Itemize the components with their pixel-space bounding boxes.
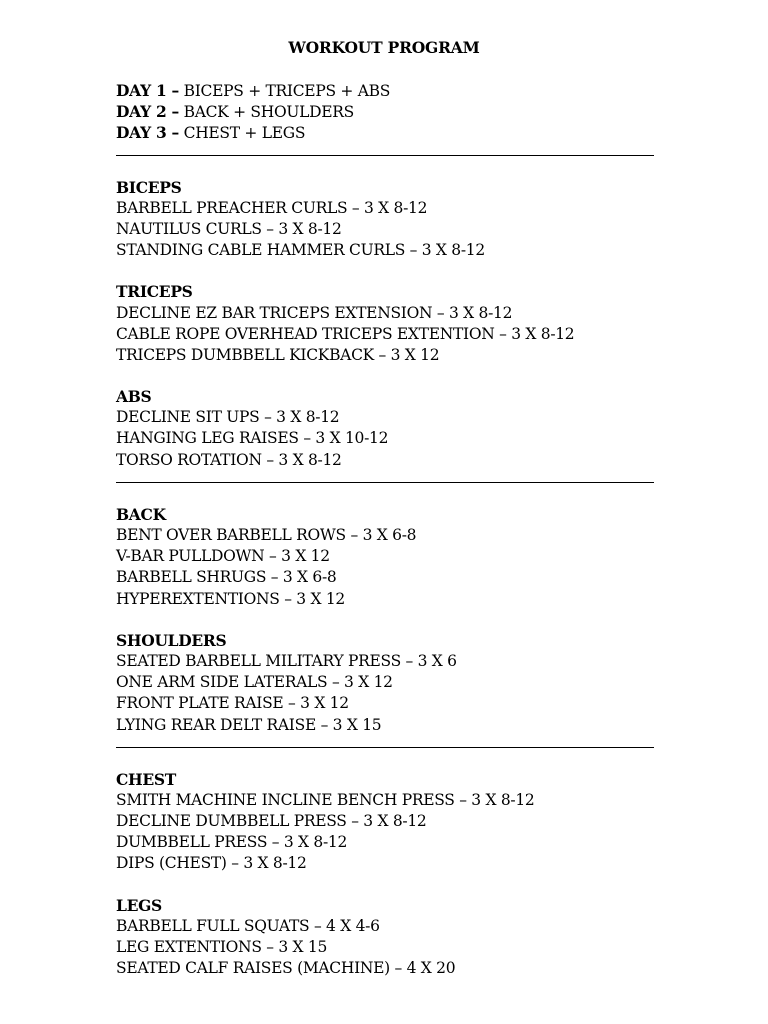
- section-heading: SHOULDERS: [116, 630, 227, 650]
- exercise-item: TORSO ROTATION – 3 X 8-12: [116, 450, 342, 469]
- exercise-item: BENT OVER BARBELL ROWS – 3 X 6-8: [116, 526, 417, 544]
- section-biceps: [116, 177, 676, 262]
- exercise-item: CABLE ROPE OVERHEAD TRICEPS EXTENTION – 3 X 8-12: [116, 324, 575, 343]
- section-heading: ABS: [116, 387, 152, 407]
- day-label: DAY 2 –: [116, 102, 179, 122]
- exercise-item: FRONT PLATE RAISE – 3 X 12: [116, 694, 349, 713]
- exercise-item: DECLINE EZ BAR TRICEPS EXTENSION – 3 X 8-12: [116, 303, 513, 322]
- exercise-item: STANDING CABLE HAMMER CURLS – 3 X 8-12: [116, 241, 485, 260]
- schedule: [116, 80, 676, 144]
- exercise-item: SEATED CALF RAISES (MACHINE) – 4 X 20: [116, 959, 456, 978]
- exercise-item: HANGING LEG RAISES – 3 X 10-12: [116, 429, 389, 448]
- exercise-item: NAUTILUS CURLS – 3 X 8-12: [116, 219, 342, 238]
- schedule-day-3: [116, 122, 676, 143]
- exercise-item: LYING REAR DELT RAISE – 3 X 15: [116, 715, 382, 734]
- day-1-group: [116, 177, 676, 471]
- section-heading: BICEPS: [116, 177, 182, 197]
- page-title: WORKOUT PROGRAM: [288, 38, 480, 57]
- section-shoulders: [116, 630, 676, 736]
- section-heading: TRICEPS: [116, 282, 193, 302]
- day-label: DAY 3 –: [116, 123, 179, 143]
- exercise-item: SEATED BARBELL MILITARY PRESS – 3 X 6: [116, 651, 457, 670]
- section-chest: [116, 769, 676, 875]
- day-focus: BICEPS + TRICEPS + ABS: [183, 82, 391, 100]
- exercise-item: HYPEREXTENTIONS – 3 X 12: [116, 589, 345, 608]
- exercise-item: LEG EXTENTIONS – 3 X 15: [116, 938, 328, 956]
- section-heading: BACK: [116, 504, 166, 524]
- exercise-item: BARBELL PREACHER CURLS – 3 X 8-12: [116, 198, 428, 217]
- exercise-item: BARBELL FULL SQUATS – 4 X 4-6: [116, 916, 380, 935]
- exercise-item: V-BAR PULLDOWN – 3 X 12: [116, 547, 330, 566]
- day-2-group: [116, 504, 676, 736]
- exercise-item: DECLINE SIT UPS – 3 X 8-12: [116, 408, 340, 427]
- section-legs: [116, 895, 676, 980]
- day-focus: BACK + SHOULDERS: [183, 103, 354, 122]
- section-heading: CHEST: [116, 769, 177, 789]
- section-abs: [116, 386, 676, 471]
- exercise-item: BARBELL SHRUGS – 3 X 6-8: [116, 568, 337, 587]
- exercise-item: DIPS (CHEST) – 3 X 8-12: [116, 854, 307, 873]
- day-3-group: [116, 769, 676, 980]
- section-triceps: [116, 281, 676, 366]
- divider-line: [116, 747, 654, 748]
- schedule-day-2: [116, 101, 676, 122]
- exercise-item: DUMBBELL PRESS – 3 X 8-12: [116, 833, 348, 852]
- divider-line: [116, 482, 654, 483]
- exercise-item: TRICEPS DUMBBELL KICKBACK – 3 X 12: [116, 345, 440, 364]
- document-body: [116, 80, 676, 979]
- exercise-item: ONE ARM SIDE LATERALS – 3 X 12: [116, 673, 393, 692]
- day-label: DAY 1 –: [116, 81, 179, 100]
- schedule-day-1: [116, 80, 676, 101]
- section-back: [116, 504, 676, 610]
- day-focus: CHEST + LEGS: [183, 124, 306, 143]
- divider-line: [116, 155, 654, 156]
- section-heading: LEGS: [116, 895, 162, 915]
- exercise-item: SMITH MACHINE INCLINE BENCH PRESS – 3 X 8-12: [116, 790, 535, 809]
- exercise-item: DECLINE DUMBBELL PRESS – 3 X 8-12: [116, 812, 427, 831]
